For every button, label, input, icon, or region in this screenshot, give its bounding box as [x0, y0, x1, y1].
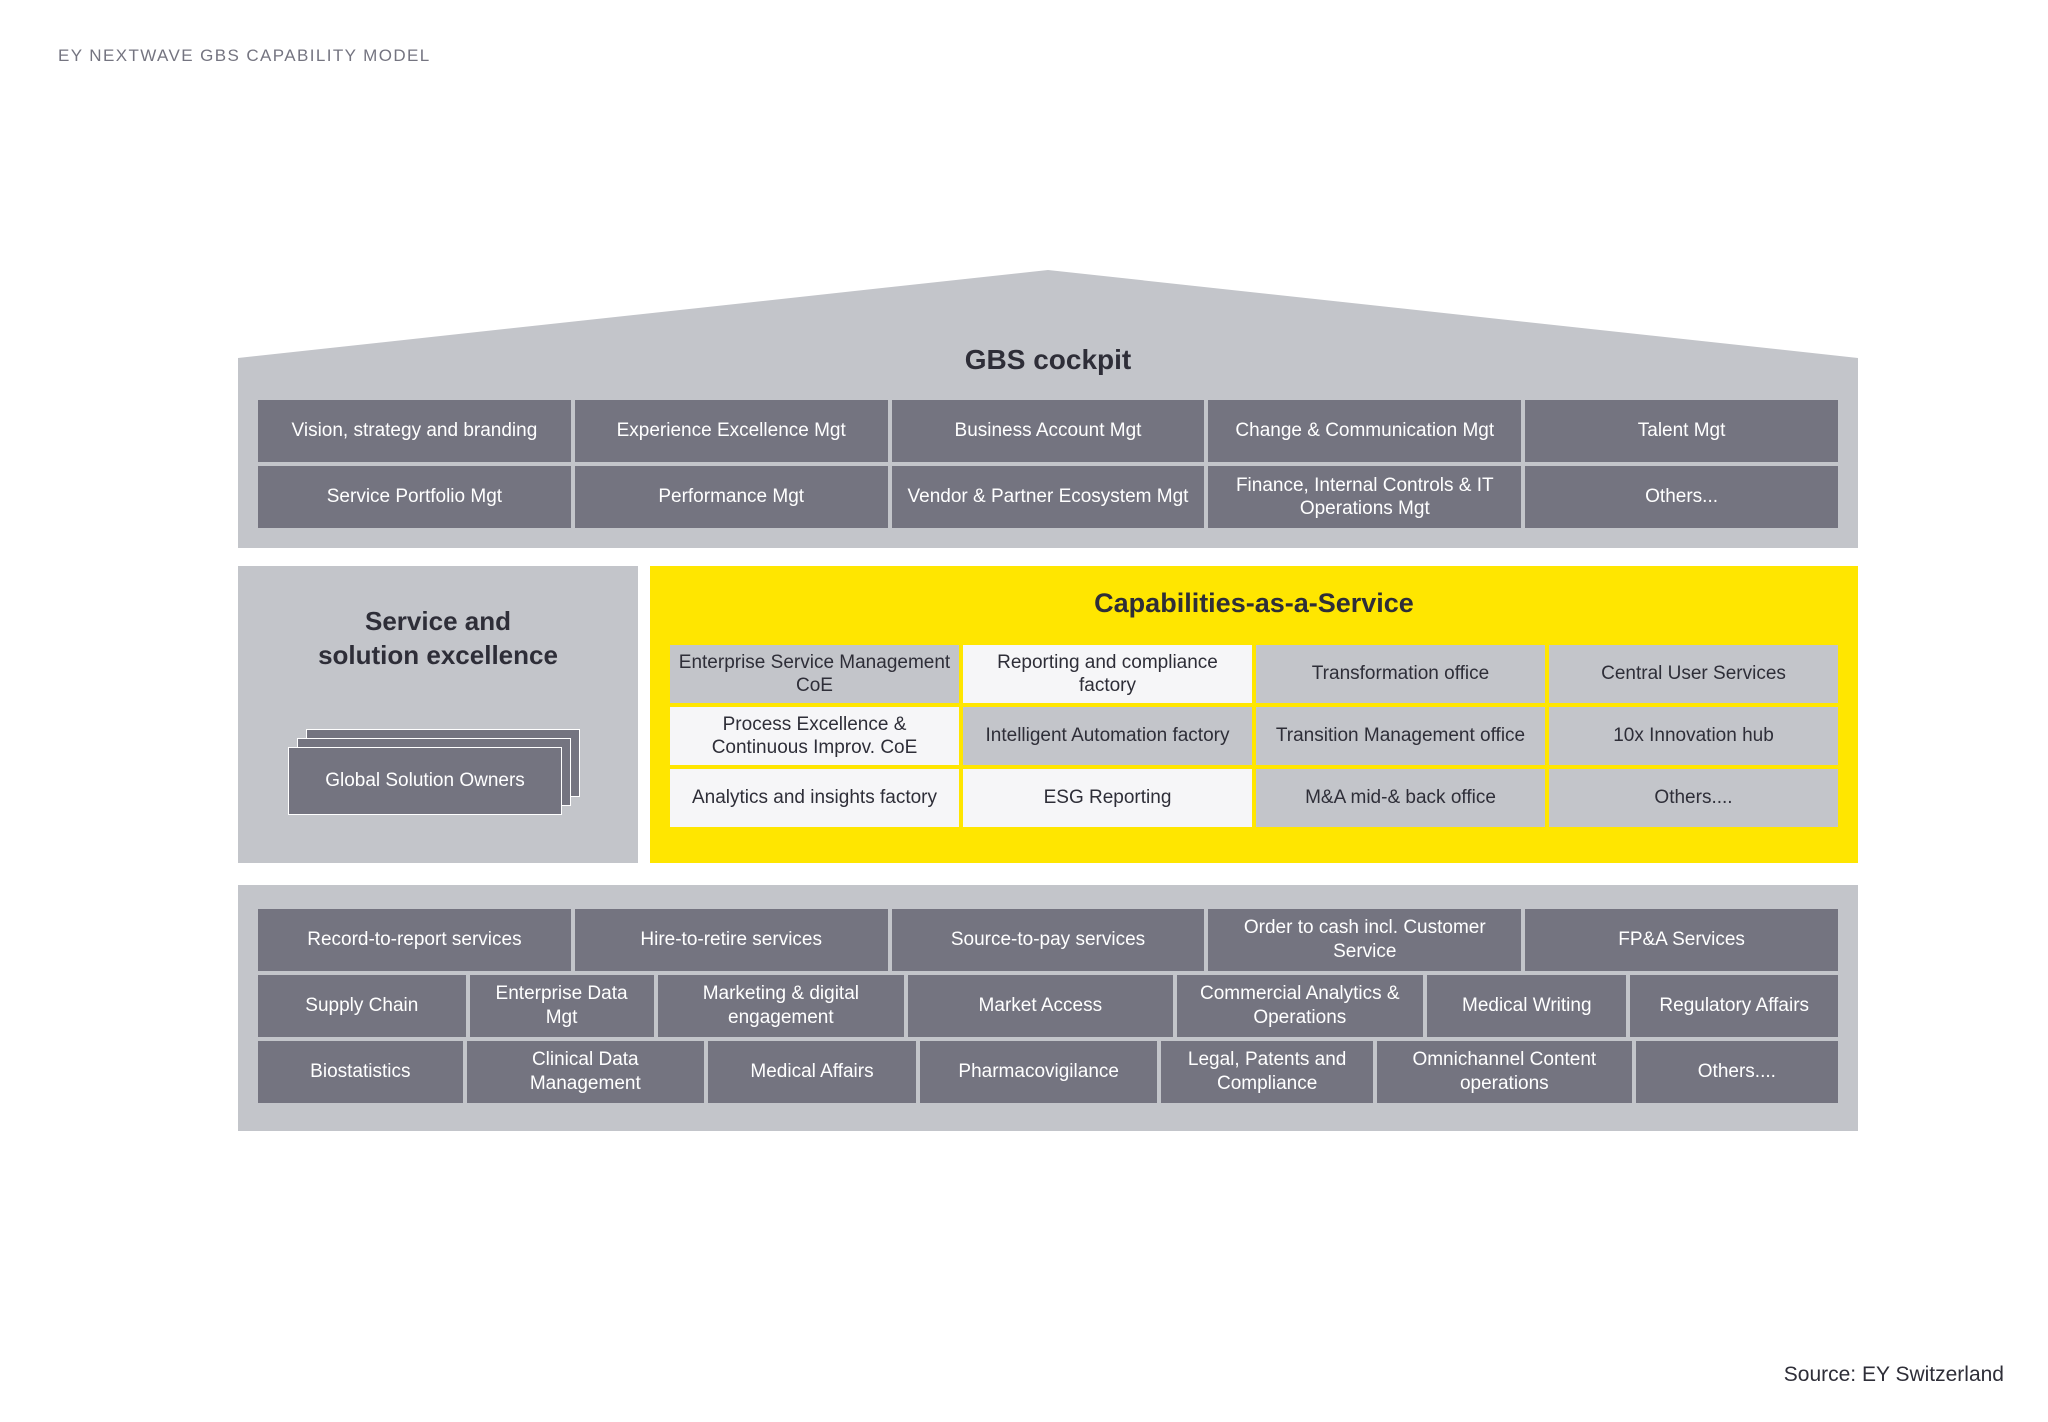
service-commercial-analytics-operations[interactable]: Commercial Analytics & Operations: [1177, 975, 1424, 1037]
cockpit-cell-service-portfolio-mgt[interactable]: Service Portfolio Mgt: [258, 466, 571, 528]
service-medical-affairs[interactable]: Medical Affairs: [708, 1041, 916, 1103]
services-row-3: [258, 1041, 1838, 1103]
service-medical-writing[interactable]: Medical Writing: [1427, 975, 1626, 1037]
gbs-cockpit-band: [238, 388, 1858, 548]
capability-reporting-and-compliance-factory[interactable]: Reporting and compliance factory: [963, 645, 1252, 703]
capability-transition-management-office[interactable]: Transition Management office: [1256, 707, 1545, 765]
capability-central-user-services[interactable]: Central User Services: [1549, 645, 1838, 703]
cockpit-cell-experience-excellence-mgt[interactable]: Experience Excellence Mgt: [575, 400, 888, 462]
services-row-1: [258, 909, 1838, 971]
sse-title: [318, 604, 558, 673]
services-band: [238, 885, 1858, 1131]
service-hire-to-retire[interactable]: Hire-to-retire services: [575, 909, 888, 971]
capability-process-excellence-continuous-improvement-coe[interactable]: Process Excellence & Continuous Improv. CoE: [670, 707, 959, 765]
source-note: Source: EY Switzerland: [1783, 1363, 2004, 1386]
capabilities-row-2: [670, 707, 1838, 765]
services-row-2: [258, 975, 1838, 1037]
service-and-solution-excellence-panel: [238, 566, 638, 863]
service-fpa-services[interactable]: FP&A Services: [1525, 909, 1838, 971]
capabilities-row-3: [670, 769, 1838, 827]
service-market-access[interactable]: Market Access: [908, 975, 1172, 1037]
service-supply-chain[interactable]: Supply Chain: [258, 975, 466, 1037]
cockpit-cell-vendor-partner-ecosystem-mgt[interactable]: Vendor & Partner Ecosystem Mgt: [892, 466, 1205, 528]
service-regulatory-affairs[interactable]: Regulatory Affairs: [1630, 975, 1838, 1037]
service-others[interactable]: Others....: [1636, 1041, 1838, 1103]
capability-analytics-and-insights-factory[interactable]: Analytics and insights factory: [670, 769, 959, 827]
service-marketing-digital-engagement[interactable]: Marketing & digital engagement: [658, 975, 905, 1037]
sse-title-line-1: Service and: [365, 606, 511, 636]
service-clinical-data-management[interactable]: Clinical Data Management: [467, 1041, 704, 1103]
service-biostatistics[interactable]: Biostatistics: [258, 1041, 463, 1103]
service-source-to-pay[interactable]: Source-to-pay services: [892, 909, 1205, 971]
capabilities-title: Capabilities-as-a-Service: [1094, 588, 1414, 618]
capability-esg-reporting[interactable]: ESG Reporting: [963, 769, 1252, 827]
roof-shape: [238, 270, 1858, 390]
cockpit-cell-finance-internal-controls-it-ops[interactable]: Finance, Internal Controls & IT Operations Mgt: [1208, 466, 1521, 528]
roof-label: GBS cockpit: [964, 344, 1132, 375]
capability-enterprise-service-management-coe[interactable]: Enterprise Service Management CoE: [670, 645, 959, 703]
gbs-capability-model-diagram: [238, 270, 1858, 1131]
cockpit-cell-performance-mgt[interactable]: Performance Mgt: [575, 466, 888, 528]
cockpit-cell-talent-mgt[interactable]: Talent Mgt: [1525, 400, 1838, 462]
capability-transformation-office[interactable]: Transformation office: [1256, 645, 1545, 703]
capabilities-as-a-service-panel: [650, 566, 1858, 863]
capability-10x-innovation-hub[interactable]: 10x Innovation hub: [1549, 707, 1838, 765]
page-title: EY NEXTWAVE GBS CAPABILITY MODEL: [58, 46, 431, 65]
stack-card-front[interactable]: Global Solution Owners: [288, 747, 562, 815]
cockpit-row-2: [258, 466, 1838, 528]
cockpit-cell-change-communication-mgt[interactable]: Change & Communication Mgt: [1208, 400, 1521, 462]
service-order-to-cash[interactable]: Order to cash incl. Customer Service: [1208, 909, 1521, 971]
service-enterprise-data-mgt[interactable]: Enterprise Data Mgt: [470, 975, 654, 1037]
cockpit-row-1: [258, 400, 1838, 462]
cockpit-cell-others[interactable]: Others...: [1525, 466, 1838, 528]
capabilities-row-1: [670, 645, 1838, 703]
service-legal-patents-compliance[interactable]: Legal, Patents and Compliance: [1161, 1041, 1373, 1103]
cockpit-cell-vision-strategy-branding[interactable]: Vision, strategy and branding: [258, 400, 571, 462]
service-record-to-report[interactable]: Record-to-report services: [258, 909, 571, 971]
capability-ma-mid-back-office[interactable]: M&A mid-& back office: [1256, 769, 1545, 827]
cockpit-cell-business-account-mgt[interactable]: Business Account Mgt: [892, 400, 1205, 462]
sse-title-line-2: solution excellence: [318, 640, 558, 671]
capability-others[interactable]: Others....: [1549, 769, 1838, 827]
global-solution-owners-stack[interactable]: [288, 729, 588, 839]
capability-intelligent-automation-factory[interactable]: Intelligent Automation factory: [963, 707, 1252, 765]
service-omnichannel-content-operations[interactable]: Omnichannel Content operations: [1377, 1041, 1632, 1103]
service-pharmacovigilance[interactable]: Pharmacovigilance: [920, 1041, 1157, 1103]
middle-section: [238, 566, 1858, 863]
